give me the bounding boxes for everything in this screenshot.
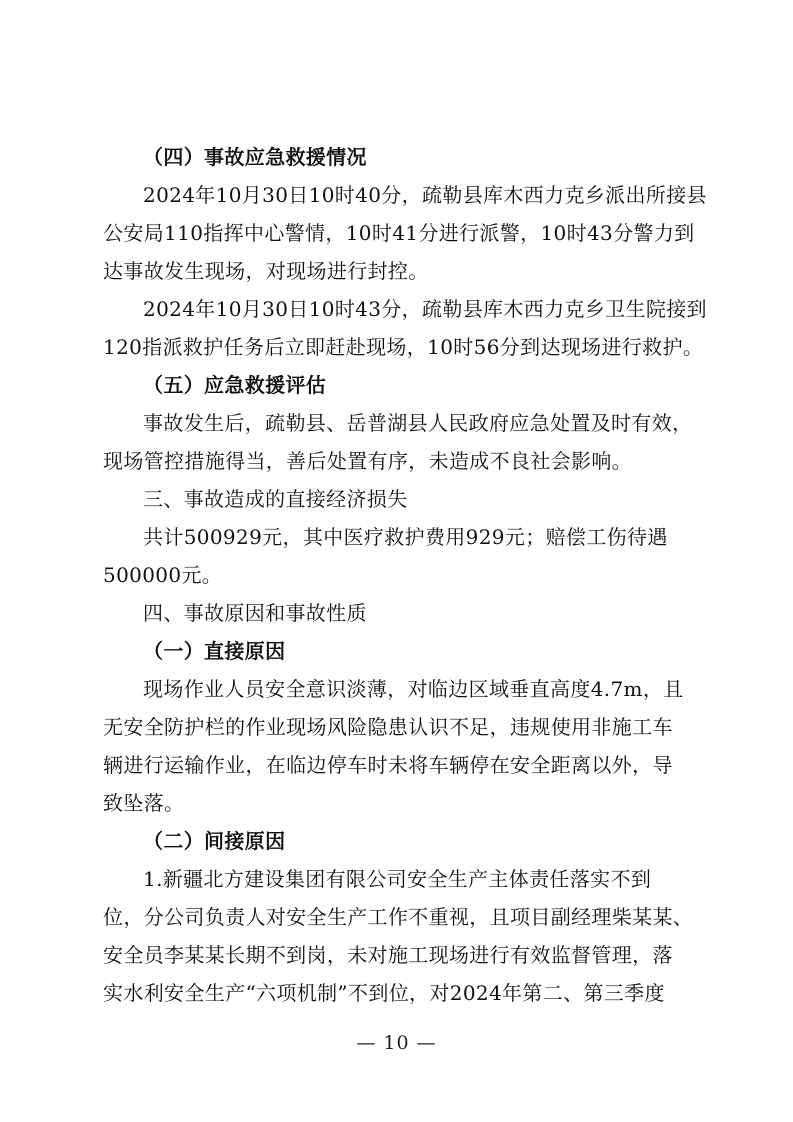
paragraph-line: 2024年10月30日10时43分，疏勒县库木西力克乡卫生院接到 xyxy=(143,297,707,321)
paragraph-line: 致坠落。 xyxy=(103,791,185,815)
section-heading-direct-cause: （一）直接原因 xyxy=(143,639,286,663)
paragraph-line: 无安全防护栏的作业现场风险隐患认识不足，违规使用非施工车 xyxy=(103,715,673,739)
paragraph-line: 辆进行运输作业，在临边停车时未将车辆停在安全距离以外，导 xyxy=(103,753,673,777)
paragraph-line: 2024年10月30日10时40分，疏勒县库木西力克乡派出所接县 xyxy=(143,183,707,207)
paragraph-line: 位，分公司负责人对安全生产工作不重视，且项目副经理柴某某、 xyxy=(103,905,694,929)
paragraph-line: 实水利安全生产“六项机制”不到位，对2024年第二、第三季度 xyxy=(103,981,665,1005)
paragraph-line: 120指派救护任务后立即赶赴现场，10时56分到达现场进行救护。 xyxy=(103,335,704,359)
section-heading-emergency-rescue: （四）事故应急救援情况 xyxy=(143,145,367,169)
paragraph-line: 现场管控措施得当，善后处置有序，未造成不良社会影响。 xyxy=(103,449,633,473)
paragraph-line: 现场作业人员安全意识淡薄，对临边区域垂直高度4.7m，且 xyxy=(143,677,684,701)
page-number: — 10 — xyxy=(356,1032,437,1054)
section-heading-accident-cause: 四、事故原因和事故性质 xyxy=(143,601,367,625)
paragraph-line: 1.新疆北方建设集团有限公司安全生产主体责任落实不到 xyxy=(143,867,652,891)
document-body xyxy=(103,138,707,1012)
paragraph-line: 事故发生后，疏勒县、岳普湖县人民政府应急处置及时有效， xyxy=(143,411,693,435)
section-heading-indirect-cause: （二）间接原因 xyxy=(143,829,286,853)
section-heading-economic-loss: 三、事故造成的直接经济损失 xyxy=(143,487,408,511)
paragraph-line: 500000元。 xyxy=(103,563,223,587)
paragraph-line: 达事故发生现场，对现场进行封控。 xyxy=(103,259,429,283)
paragraph-line: 安全员李某某长期不到岗，未对施工现场进行有效监督管理，落 xyxy=(103,943,673,967)
paragraph-line: 公安局110指挥中心警情，10时41分进行派警，10时43分警力到 xyxy=(103,221,695,245)
paragraph-line: 共计500929元，其中医疗救护费用929元；赔偿工伤待遇 xyxy=(143,525,668,549)
section-heading-rescue-assessment: （五）应急救援评估 xyxy=(143,373,327,397)
